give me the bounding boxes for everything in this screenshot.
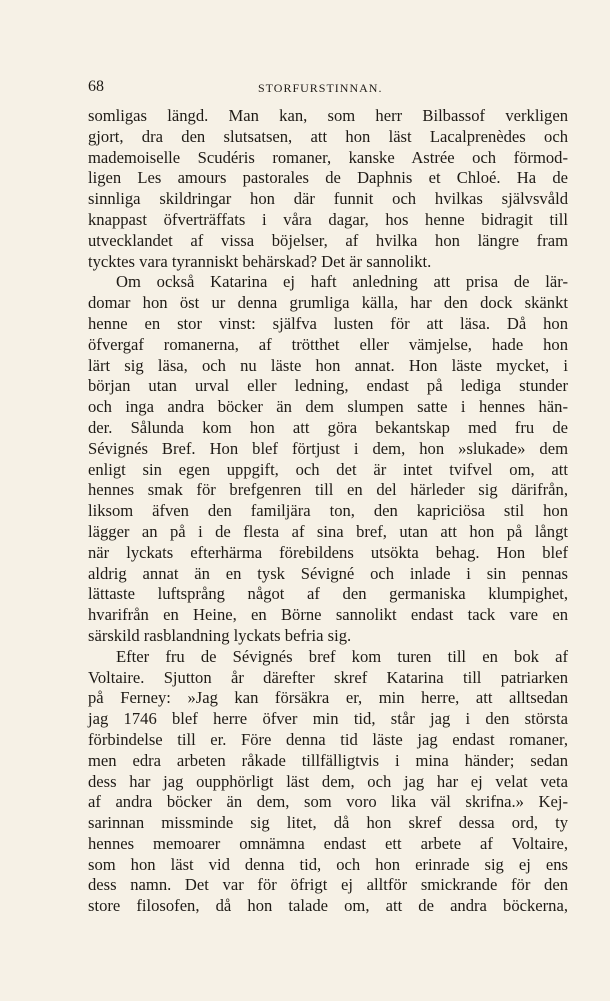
text-line: och inga andra böcker än dem slumpen satte i hennes hän- [88, 397, 568, 417]
text-line: liksom äfven den familjära ton, den kapriciösa stil hon [88, 501, 568, 521]
text-line: men edra arbeten råkade tillfälligtvis i mina händer; sedan [88, 750, 568, 770]
text-line: utvecklandet af vissa böjelser, af hvilka hon längre fram [88, 230, 568, 250]
text-line: som hon läst vid denna tid, och hon erinrade sig ej ens [88, 854, 568, 874]
text-line: ligen Les amours pastorales de Daphnis et Chloé. Ha de [88, 168, 568, 188]
text-line: Om också Katarina ej haft anledning att prisa de lär- [116, 272, 568, 292]
text-line: sarinnan missminde sig litet, då hon skref dessa ord, ty [88, 813, 568, 833]
text-line: öfvergaf romanerna, af trötthet eller vämjelse, hade hon [88, 334, 568, 354]
text-line: mademoiselle Scudéris romaner, kanske Astrée och förmod- [88, 147, 568, 167]
text-line: på Ferney: »Jag kan försäkra er, min herre, att alltsedan [88, 688, 568, 708]
text-line: särskild rasblandning lyckats befria sig. [88, 625, 352, 645]
text-line: lättaste luftsprång något af den germaniska klumpighet, [88, 584, 568, 604]
text-line: domar hon öst ur denna grumliga källa, har den dock skänkt [88, 293, 568, 313]
text-line: Efter fru de Sévignés bref kom turen till en bok af [116, 646, 568, 666]
text-line: lägger an på i de flesta af sina bref, utan att hon på långt [88, 521, 568, 541]
text-line: enligt sin egen uppgift, och det är intet tvifvel om, att [88, 459, 568, 479]
page-header [88, 78, 568, 100]
text-line: hvarifrån en Heine, en Börne sannolikt endast tack vare en [88, 605, 568, 625]
text-line: dess namn. Det var för öfrigt ej alltför smickrande för den [88, 875, 568, 895]
page-number: 68 [88, 78, 104, 95]
text-line: af andra böcker än dem, som voro lika väl skrifna.» Kej- [88, 792, 568, 812]
text-line: lärt sig läsa, och nu läste hon annat. Hon läste mycket, i [88, 355, 568, 375]
text-line: Voltaire. Sjutton år därefter skref Katarina till patriarken [88, 667, 568, 687]
text-line: dess har jag oupphörligt läst dem, och jag har ej velat veta [88, 771, 568, 791]
text-line: der. Sålunda kom hon att göra bekantskap med fru de [88, 417, 568, 437]
text-line: Sévignés Bref. Hon blef förtjust i dem, hon »slukade» dem [88, 438, 568, 458]
text-line: hennes memoarer omnämna endast ett arbete af Voltaire, [88, 833, 568, 853]
text-line: början utan urval eller ledning, endast på lediga stunder [88, 376, 568, 396]
text-line: store filosofen, då hon talade om, att de andra böckerna, [88, 896, 568, 916]
text-line: sinnliga skildringar hon där funnit och hvilkas självsvåld [88, 189, 568, 209]
text-line: henne en stor vinst: själfva lusten för att läsa. Då hon [88, 313, 568, 333]
text-line: gjort, dra den slutsatsen, att hon läst Lacalprenèdes och [88, 126, 568, 146]
running-title: STORFURSTINNAN. [258, 81, 383, 95]
body-text [88, 106, 568, 917]
text-line: hennes smak för brefgenren till en del härleder sig därifrån, [88, 480, 568, 500]
text-line: jag 1746 blef herre öfver min tid, står jag i den största [88, 709, 568, 729]
text-line: tycktes vara tyranniskt behärskad? Det är sannolikt. [88, 251, 432, 271]
text-line: knappast öfverträffats i våra dagar, hos henne bidragit till [88, 209, 568, 229]
text-line: somligas längd. Man kan, som herr Bilbassof verkligen [88, 106, 568, 125]
text-line: förbindelse till er. Före denna tid läste jag endast romaner, [88, 729, 568, 749]
text-line: när lyckats efterhärma förebildens utsökta behag. Hon blef [88, 542, 568, 562]
text-line: aldrig annat än en tysk Sévigné och inlade i sin pennas [88, 563, 568, 583]
